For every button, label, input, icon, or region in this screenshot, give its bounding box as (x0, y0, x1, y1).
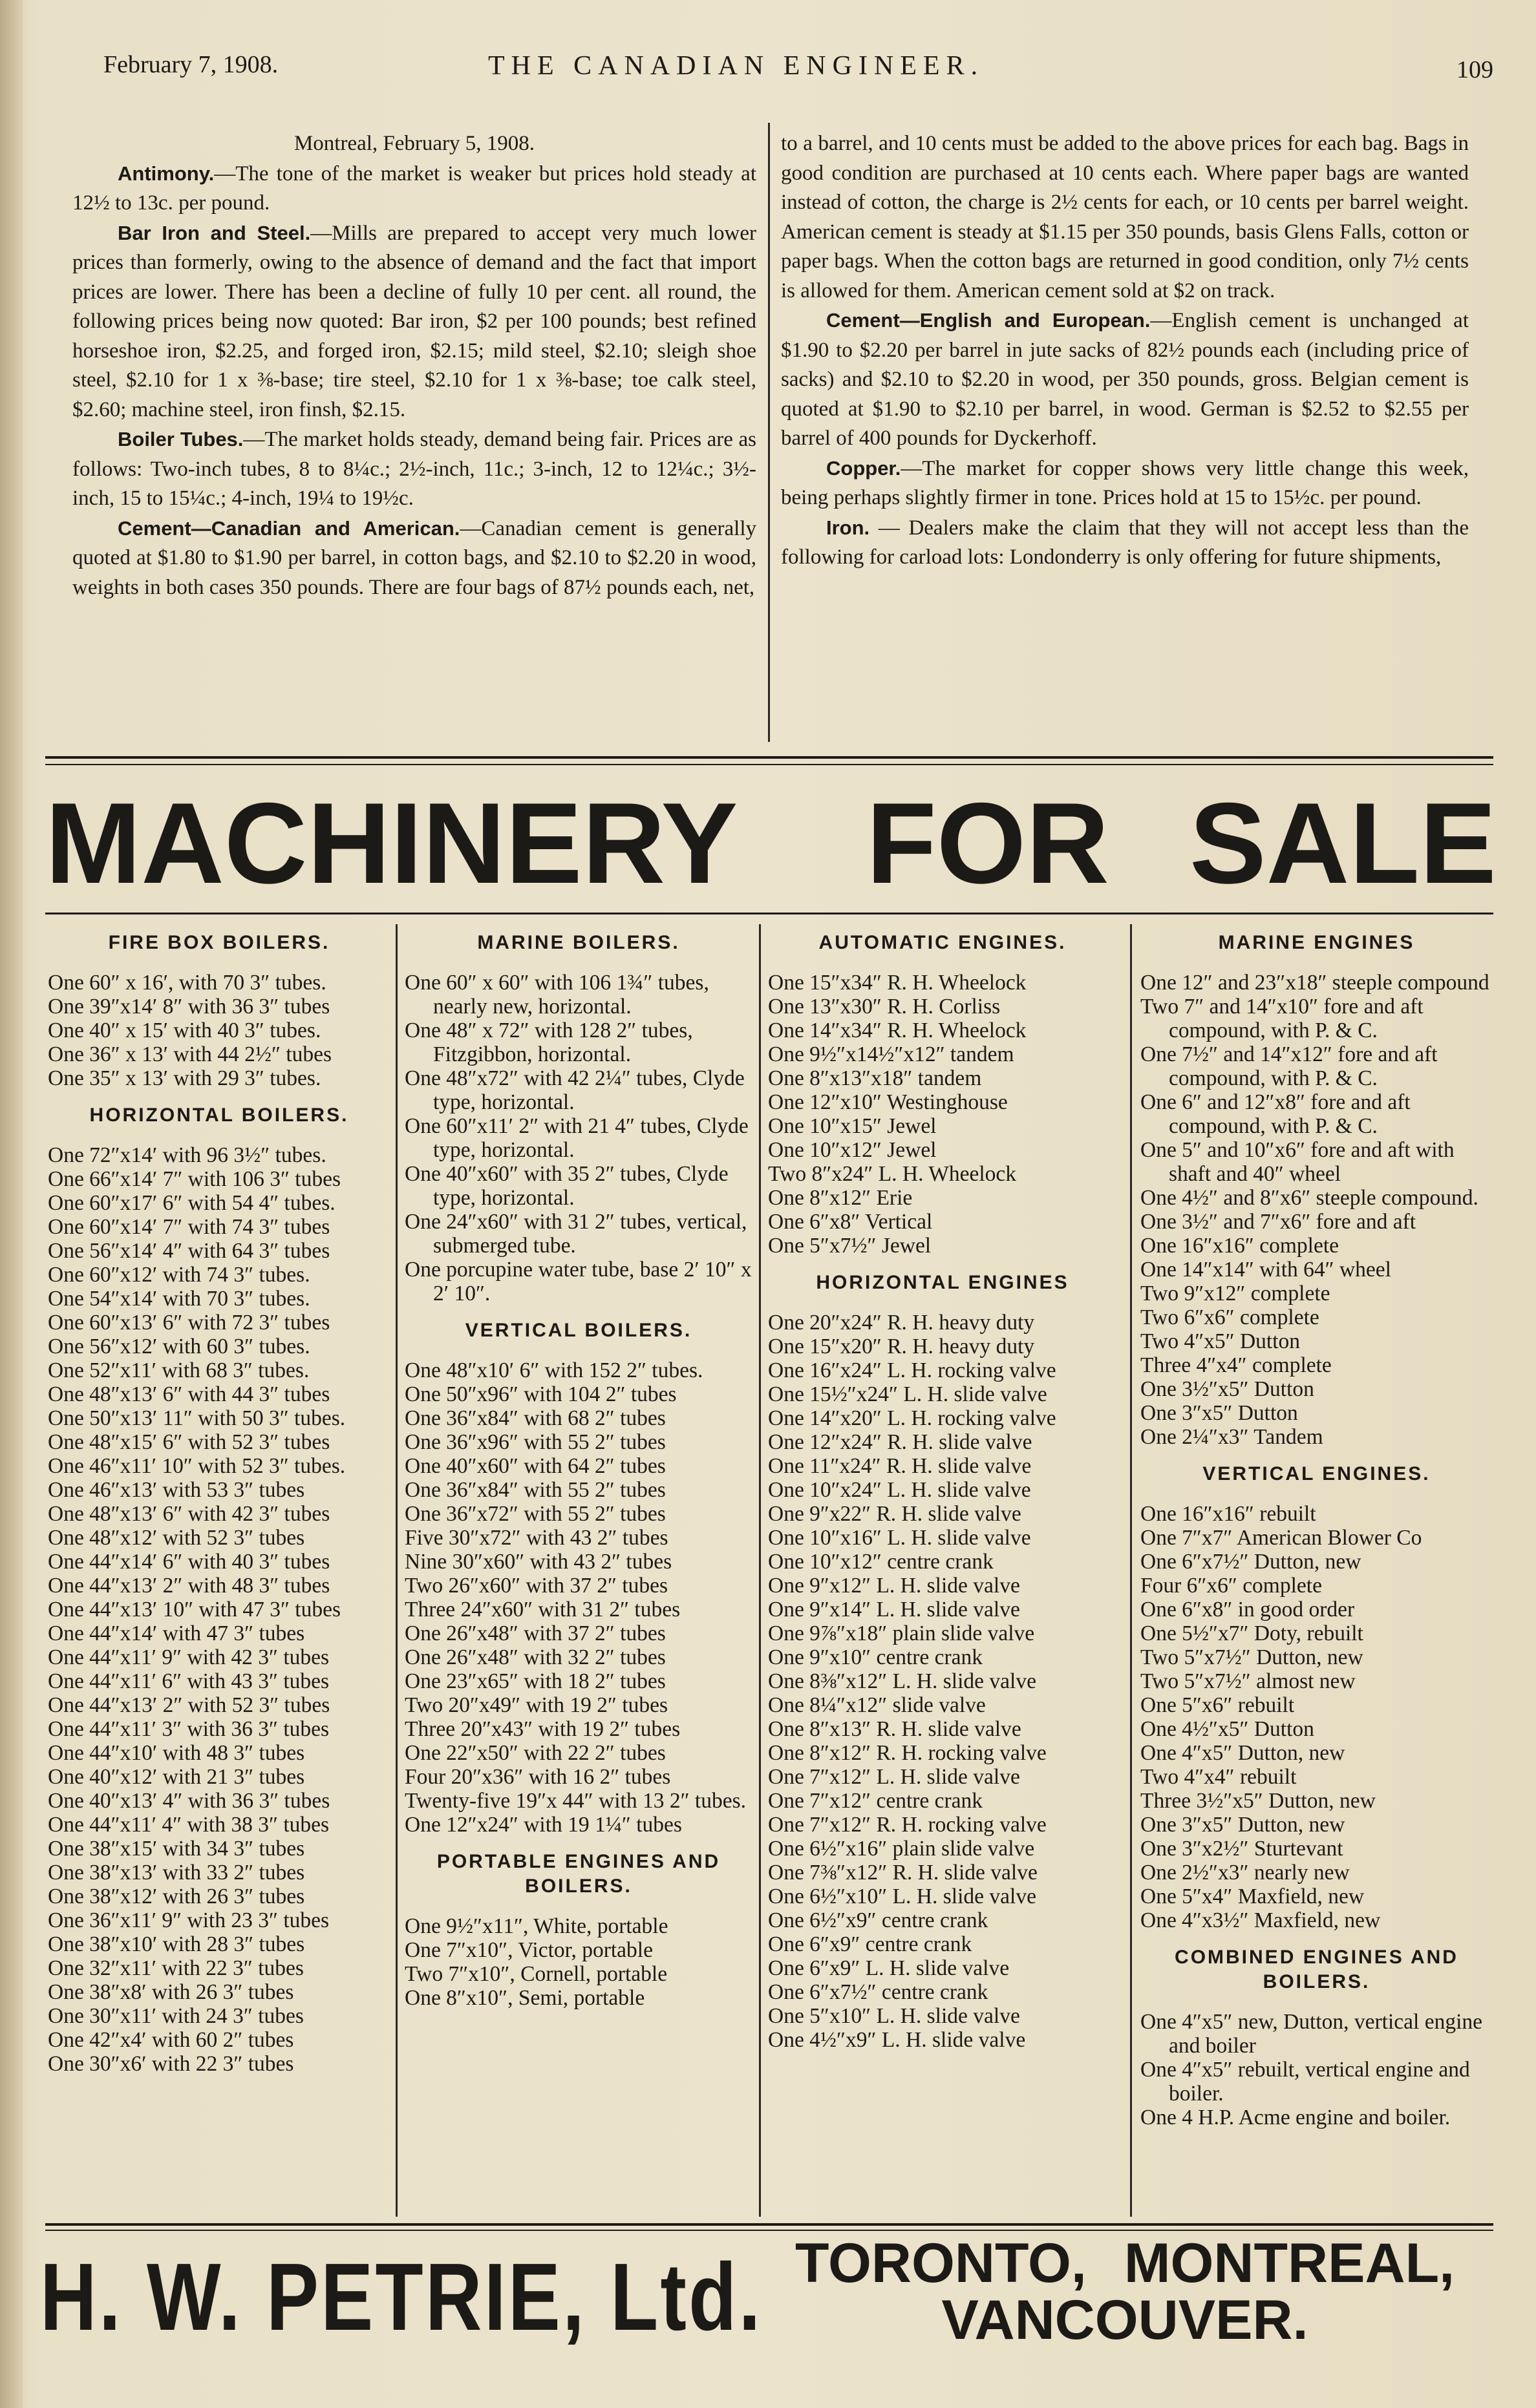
paragraph-text: —English cement is unchanged at $1.90 to $2.20 per barrel in jute sacks of 82½ pounds each (including price of sacks) and $2.10 to $2.20 in wood, per 350 pounds, gross. Belgian cement is quoted at $1.90 to $2.10 per barrel, in wood. German is $2.52 to $2.55 per barrel of 400 pounds for Dyckerhoff. (781, 309, 1469, 450)
listing-item: One 30″x6′ with 22 3″ tubes (48, 2052, 294, 2076)
listing-item: One 8″x12″ Erie (768, 1186, 913, 1210)
listing-item: One 7½″ and 14″x12″ fore and aft compound, with P. & C. (1140, 1042, 1438, 1090)
listing-item: One 38″x10′ with 28 3″ tubes (48, 1932, 305, 1956)
listing-item: One 7″x12″ R. H. rocking valve (768, 1813, 1047, 1837)
paragraph-heading: Antimony. (118, 162, 215, 185)
listing-item: Two 4″x4″ rebuilt (1140, 1765, 1297, 1789)
listing-item: One 3″x5″ Dutton (1140, 1401, 1298, 1425)
company-cities (782, 2232, 1467, 2351)
listing-item: One 40″x60″ with 35 2″ tubes, Clyde type, horizontal. (405, 1162, 729, 1210)
listing-item: One 15½″x24″ L. H. slide valve (768, 1382, 1047, 1406)
listing-item: One 9½″x11″, White, portable (405, 1914, 668, 1938)
listing-item: One 13″x30″ R. H. Corliss (768, 995, 1001, 1019)
listing-item: Two 8″x24″ L. H. Wheelock (768, 1162, 1017, 1186)
listing-item: One 48″x10′ 6″ with 152 2″ tubes. (405, 1358, 703, 1382)
paragraph-heading: Boiler Tubes. (118, 428, 244, 450)
listing-item: One 23″x65″ with 18 2″ tubes (405, 1669, 666, 1693)
listing-item: One 46″x11′ 10″ with 52 3″ tubes. (48, 1454, 346, 1478)
listing-item: One 36″x96″ with 55 2″ tubes (405, 1430, 666, 1454)
listing-item: One 44″x11′ 9″ with 42 3″ tubes (48, 1645, 330, 1669)
listing-item: One 24″x60″ with 31 2″ tubes, vertical, submerged tube. (405, 1210, 747, 1258)
section-heading: HORIZONTAL BOILERS. (89, 1104, 349, 1126)
listing-item: One 4″x5″ new, Dutton, vertical engine and boiler (1140, 2010, 1483, 2058)
listing-item: One 14″x20″ L. H. rocking valve (768, 1406, 1056, 1430)
listing-item: One 56″x12′ with 60 3″ tubes. (48, 1335, 310, 1358)
listing-item: One 8″x10″, Semi, portable (405, 1986, 645, 2010)
section-heading: VERTICAL ENGINES. (1202, 1463, 1431, 1484)
listing-item: One 2¼″x3″ Tandem (1140, 1425, 1323, 1449)
listing-item: One 7″x12″ L. H. slide valve (768, 1765, 1020, 1789)
advert-title (45, 779, 1500, 907)
listing-item: Two 7″x10″, Cornell, portable (405, 1962, 668, 1986)
listing-item: One 4½″x9″ L. H. slide valve (768, 2028, 1026, 2052)
cities-line-1 (782, 2232, 1467, 2294)
issue-date: February 7, 1908. (103, 51, 279, 78)
listing-item: One 4″x3½″ Maxfield, new (1140, 1908, 1381, 1932)
listing-item: One 46″x13′ with 53 3″ tubes (48, 1478, 305, 1502)
article-right-column (781, 129, 1469, 573)
listing-item: One 14″x34″ R. H. Wheelock (768, 1019, 1027, 1042)
advert-title-rule (45, 913, 1493, 914)
listing-item: One 9⅞″x18″ plain slide valve (768, 1621, 1035, 1645)
listing-item: One 38″x12′ with 26 3″ tubes (48, 1885, 305, 1908)
listing-item: One 36″x72″ with 55 2″ tubes (405, 1502, 666, 1526)
listing-item: One 60″x11′ 2″ with 21 4″ tubes, Clyde type, horizontal. (405, 1114, 749, 1162)
listing-divider (759, 924, 761, 2217)
section-heading: MARINE ENGINES (1218, 932, 1415, 953)
listing-item: One 9½″x14½″x12″ tandem (768, 1042, 1014, 1066)
listing-item: One 40″x12′ with 21 3″ tubes (48, 1765, 305, 1789)
paragraph-heading: Copper. (826, 456, 901, 480)
listing-item: One 44″x13′ 2″ with 48 3″ tubes (48, 1574, 330, 1598)
paragraph-heading: Cement—English and European. (826, 309, 1151, 332)
listing-column-3 (768, 931, 1117, 2217)
listing-item: One 6½″x10″ L. H. slide valve (768, 1885, 1036, 1908)
listing-item: Two 5″x7½″ Dutton, new (1140, 1645, 1363, 1669)
listing-item: One 9″x12″ L. H. slide valve (768, 1574, 1020, 1598)
listing-item: One 4½″x5″ Dutton (1140, 1717, 1314, 1741)
listing-item: One 10″x16″ L. H. slide valve (768, 1526, 1031, 1550)
article-paragraph (72, 425, 756, 514)
listing-column-2 (405, 931, 752, 2217)
listing-item: One 72″x14′ with 96 3½″ tubes. (48, 1143, 326, 1167)
article-paragraph (781, 129, 1469, 306)
article-paragraph (72, 218, 756, 425)
listing-item: One 52″x11′ with 68 3″ tubes. (48, 1358, 310, 1382)
listing-item: One 12″x24″ R. H. slide valve (768, 1430, 1032, 1454)
section-heading: MARINE BOILERS. (477, 932, 680, 953)
section-heading: FIRE BOX BOILERS. (108, 932, 330, 953)
listing-item: One 9″x22″ R. H. slide valve (768, 1502, 1021, 1526)
page-number: 109 (1456, 56, 1493, 83)
page-header (103, 50, 1493, 96)
listing-item: One 44″x10′ with 48 3″ tubes (48, 1741, 305, 1765)
listing-item: One 44″x14′ 6″ with 40 3″ tubes (48, 1550, 330, 1574)
section-heading: VERTICAL BOILERS. (465, 1320, 692, 1341)
city-vancouver: VANCOUVER. (941, 2289, 1308, 2351)
paragraph-text: —The market holds steady, demand being fair. Prices are as follows: Two-inch tubes, 8 to 8¼c.; 2½-inch, 11c.; 3-inch, 12 to 12¼c.; 3½-inch, 15 to 15¼c.; 4-inch, 19¼ to 19½c. (72, 428, 756, 510)
listing-item: One 26″x48″ with 32 2″ tubes (405, 1645, 666, 1669)
advert-top-rule-thin (45, 764, 1493, 765)
listing-item: One 48″x72″ with 42 2¼″ tubes, Clyde type, horizontal. (405, 1066, 745, 1114)
listing-item: One 6″x7½″ centre crank (768, 1980, 988, 2004)
listing-item: One 15″x34″ R. H. Wheelock (768, 971, 1027, 995)
listing-item: Two 7″ and 14″x10″ fore and aft compound, with P. & C. (1140, 995, 1424, 1042)
listing-item: One 35″ x 13′ with 29 3″ tubes. (48, 1066, 321, 1090)
listing-item: One 7⅜″x12″ R. H. slide valve (768, 1861, 1038, 1885)
paragraph-text: — Dealers make the claim that they will not accept less than the following for carload lots: Londonderry is only offering for future shipments, (781, 516, 1469, 569)
listing-item: One 8″x13″x18″ tandem (768, 1066, 982, 1090)
listing-item: One 6″ and 12″x8″ fore and aft compound, with P. & C. (1140, 1090, 1411, 1138)
listing-item: One 22″x50″ with 22 2″ tubes (405, 1741, 666, 1765)
listing-column-1 (48, 931, 390, 2217)
section-heading: AUTOMATIC ENGINES. (818, 932, 1067, 953)
listing-item: One 48″ x 72″ with 128 2″ tubes, Fitzgibbon, horizontal. (405, 1019, 693, 1066)
listing-item: One 6″x9″ centre crank (768, 1932, 972, 1956)
listing-item: One 3″x5″ Dutton, new (1140, 1813, 1345, 1837)
listing-item: One 2½″x3″ nearly new (1140, 1861, 1350, 1885)
listing-item: One 42″x4′ with 60 2″ tubes (48, 2028, 294, 2052)
listing-item: Nine 30″x60″ with 43 2″ tubes (405, 1550, 672, 1574)
listing-item: Two 26″x60″ with 37 2″ tubes (405, 1574, 668, 1598)
listing-item: One 48″x12′ with 52 3″ tubes (48, 1526, 305, 1550)
section-heading: PORTABLE ENGINES AND BOILERS. (436, 1851, 721, 1897)
listing-item: One 16″x16″ rebuilt (1140, 1502, 1316, 1526)
listing-item: One 6½″x9″ centre crank (768, 1908, 988, 1932)
listing-item: One 44″x11′ 4″ with 38 3″ tubes (48, 1813, 330, 1837)
listing-item: One 12″x10″ Westinghouse (768, 1090, 1008, 1114)
paragraph-text: —The market for copper shows very little change this week, being perhaps slightly firmer in tone. Prices hold at 15 to 15½c. per pound. (781, 456, 1469, 509)
listing-item: One 15″x20″ R. H. heavy duty (768, 1335, 1035, 1358)
paragraph-heading: Cement—Canadian and American. (118, 516, 460, 540)
listing-item: One 36″x11′ 9″ with 23 3″ tubes (48, 1908, 330, 1932)
listing-item: One 38″x15′ with 34 3″ tubes (48, 1837, 305, 1861)
listing-item: Three 3½″x5″ Dutton, new (1140, 1789, 1376, 1813)
listing-item: One 3½″x5″ Dutton (1140, 1377, 1314, 1401)
listing-item: One 48″x13′ 6″ with 42 3″ tubes (48, 1502, 330, 1526)
listing-item: One 30″x11′ with 24 3″ tubes (48, 2004, 304, 2028)
listing-item: One 9″x10″ centre crank (768, 1645, 983, 1669)
journal-title: THE CANADIAN ENGINEER. (488, 51, 985, 81)
listing-item: One 6″x9″ L. H. slide valve (768, 1956, 1010, 1980)
listing-item: Two 6″x6″ complete (1140, 1305, 1319, 1329)
listing-item: One 20″x24″ R. H. heavy duty (768, 1311, 1035, 1335)
listing-item: One 11″x24″ R. H. slide valve (768, 1454, 1032, 1478)
dateline: Montreal, February 5, 1908. (293, 132, 535, 155)
listing-item: One 40″x13′ 4″ with 36 3″ tubes (48, 1789, 330, 1813)
listing-item: One 5″x6″ rebuilt (1140, 1693, 1295, 1717)
listing-item: One 6″x8″ Vertical (768, 1210, 933, 1234)
listing-item: One 12″x24″ with 19 1¼″ tubes (405, 1813, 682, 1837)
listing-item: One 50″x96″ with 104 2″ tubes (405, 1382, 677, 1406)
listing-item: One 44″x11′ 3″ with 36 3″ tubes (48, 1717, 330, 1741)
listing-item: One 10″x12″ Jewel (768, 1138, 937, 1162)
listing-item: One 36″x84″ with 68 2″ tubes (405, 1406, 666, 1430)
advert-bottom-rule-thin (45, 2230, 1493, 2231)
advert-bottom-rule (45, 2223, 1493, 2226)
listing-item: One 4½″ and 8″x6″ steeple compound. (1140, 1186, 1478, 1210)
advert-title-word: SALE (1189, 779, 1497, 907)
listing-item: One 5″x4″ Maxfield, new (1140, 1885, 1365, 1908)
listing-item: Three 24″x60″ with 31 2″ tubes (405, 1598, 681, 1621)
city-montreal: MONTREAL, (1124, 2232, 1455, 2294)
listing-divider (396, 924, 398, 2217)
listing-item: Four 20″x36″ with 16 2″ tubes (405, 1765, 671, 1789)
listing-item: One 16″x16″ complete (1140, 1234, 1339, 1258)
listing-item: One 3″x2½″ Sturtevant (1140, 1837, 1343, 1861)
listing-item: One 60″x17′ 6″ with 54 4″ tubes. (48, 1191, 336, 1215)
listing-item: One 5″x7½″ Jewel (768, 1234, 932, 1258)
listing-item: One 56″x14′ 4″ with 64 3″ tubes (48, 1239, 330, 1263)
listing-item: Twenty-five 19″x 44″ with 13 2″ tubes. (405, 1789, 746, 1813)
paragraph-text: —Mills are prepared to accept very much lower prices than formerly, owing to the absence of demand and the fact that import prices are lower. There has been a decline of fully 10 per cent. all round, the following prices being now quoted: Bar iron, $2 per 100 pounds; best refined horseshoe iron, $2.25, and forged iron, $2.15; mild steel, $2.10; sleigh shoe steel, $2.10 for 1 x ⅜-base; tire steel, $2.10 for 1 x ⅜-base; toe calk steel, $2.60; machine steel, iron finsh, $2.15. (72, 221, 756, 421)
listing-item: One 3½″ and 7″x6″ fore and aft (1140, 1210, 1416, 1234)
listing-item: One 5″ and 10″x6″ fore and aft with shaft and 40″ wheel (1140, 1138, 1455, 1186)
paragraph-heading: Bar Iron and Steel. (118, 221, 311, 244)
listing-item: One 7″x10″, Victor, portable (405, 1938, 653, 1962)
listing-item: One 10″x15″ Jewel (768, 1114, 937, 1138)
article-paragraph (781, 306, 1469, 454)
listing-item: One 60″x14′ 7″ with 74 3″ tubes (48, 1215, 330, 1239)
paragraph-text: —The tone of the market is weaker but prices hold steady at 12½ to 13c. per pound. (72, 162, 756, 215)
listing-item: Two 20″x49″ with 19 2″ tubes (405, 1693, 668, 1717)
listing-item: One 40″x60″ with 64 2″ tubes (405, 1454, 666, 1478)
listing-item: One 8⅜″x12″ L. H. slide valve (768, 1669, 1036, 1693)
listing-item: One 4″x5″ rebuilt, vertical engine and boiler. (1140, 2058, 1470, 2106)
listing-item: One 40″ x 15′ with 40 3″ tubes. (48, 1019, 321, 1042)
advert-title-word: FOR (866, 779, 1109, 907)
listing-item: One 48″x15′ 6″ with 52 3″ tubes (48, 1430, 330, 1454)
article-paragraph (781, 513, 1469, 573)
listing-item: One 38″x8′ with 26 3″ tubes (48, 1980, 294, 2004)
listing-item: Three 20″x43″ with 19 2″ tubes (405, 1717, 681, 1741)
section-heading: HORIZONTAL ENGINES (816, 1272, 1069, 1293)
listing-item: One 14″x14″ with 64″ wheel (1140, 1258, 1391, 1282)
listing-item: One porcupine water tube, base 2′ 10″ x 2′ 10″. (405, 1258, 752, 1305)
article-paragraph (72, 514, 756, 603)
paragraph-text: —Canadian cement is generally quoted at $1.80 to $1.90 per barrel, in cotton bags, and $2.10 to $2.20 in wood, weights in both cases 350 pounds. There are four bags of 87½ pounds each, net, (72, 516, 756, 599)
listing-item: One 44″x11′ 6″ with 43 3″ tubes (48, 1669, 330, 1693)
advert-top-rule (45, 756, 1493, 759)
listing-item: One 8¼″x12″ slide valve (768, 1693, 986, 1717)
binding-gutter (0, 0, 23, 2408)
listing-item: One 60″ x 60″ with 106 1¾″ tubes, nearly new, horizontal. (405, 971, 709, 1019)
listing-item: One 36″x84″ with 55 2″ tubes (405, 1478, 666, 1502)
listing-item: Five 30″x72″ with 43 2″ tubes (405, 1526, 668, 1550)
listing-item: One 26″x48″ with 37 2″ tubes (405, 1621, 666, 1645)
listing-item: One 16″x24″ L. H. rocking valve (768, 1358, 1056, 1382)
listing-item: One 44″x13′ 2″ with 52 3″ tubes (48, 1693, 330, 1717)
listing-item: One 66″x14′ 7″ with 106 3″ tubes (48, 1167, 341, 1191)
listing-item: Three 4″x4″ complete (1140, 1353, 1332, 1377)
listing-item: One 54″x14′ with 70 3″ tubes. (48, 1287, 310, 1311)
listing-item: One 4 H.P. Acme engine and boiler. (1140, 2106, 1451, 2129)
listing-item: One 7″x12″ centre crank (768, 1789, 983, 1813)
section-heading: COMBINED ENGINES AND BOILERS. (1175, 1947, 1458, 1992)
listing-divider (1130, 924, 1132, 2217)
listing-item: One 5½″x7″ Doty, rebuilt (1140, 1621, 1363, 1645)
listing-item: One 6″x7½″ Dutton, new (1140, 1550, 1361, 1574)
listing-item: One 44″x13′ 10″ with 47 3″ tubes (48, 1598, 341, 1621)
listing-item: One 9″x14″ L. H. slide valve (768, 1598, 1020, 1621)
listing-item: One 6″x8″ in good order (1140, 1598, 1355, 1621)
article-paragraph (72, 159, 756, 218)
article-paragraph (781, 454, 1469, 513)
listing-item: One 7″x7″ American Blower Co (1140, 1526, 1422, 1550)
paragraph-text: to a barrel, and 10 cents must be added to the above prices for each bag. Bags in good condition are purchased at 10 cents each. Where paper bags are wanted instead of cotton, the charge is 2½ cents for each, or 10 cents per barrel weight. American cement is steady at $1.15 per 350 pounds, basis Glens Falls, cotton or paper bags. When the cotton bags are returned in good condition, only 7½ cents is allowed for them. American cement sold at $2 on track. (781, 132, 1469, 302)
listing-item: One 50″x13′ 11″ with 50 3″ tubes. (48, 1406, 346, 1430)
city-toronto: TORONTO, (795, 2232, 1087, 2294)
listing-item: One 39″x14′ 8″ with 36 3″ tubes (48, 995, 330, 1019)
listing-item: Two 4″x5″ Dutton (1140, 1329, 1301, 1353)
listing-item: One 60″ x 16′, with 70 3″ tubes. (48, 971, 326, 995)
column-divider (768, 123, 770, 742)
listing-item: One 36″ x 13′ with 44 2½″ tubes (48, 1042, 332, 1066)
listing-item: One 60″x12′ with 74 3″ tubes. (48, 1263, 310, 1287)
listing-item: One 8″x12″ R. H. rocking valve (768, 1741, 1047, 1765)
company-name: H. W. PETRIE, Ltd. (40, 2244, 763, 2350)
listing-item: One 38″x13′ with 33 2″ tubes (48, 1861, 305, 1885)
listing-item: One 4″x5″ Dutton, new (1140, 1741, 1345, 1765)
listing-column-4 (1140, 931, 1493, 2217)
advert-title-word: MACHINERY (45, 779, 738, 907)
article-left-column (72, 129, 756, 602)
listing-item: One 12″ and 23″x18″ steeple compound (1140, 971, 1489, 995)
listing-item: One 44″x14′ with 47 3″ tubes (48, 1621, 305, 1645)
listing-item: One 8″x13″ R. H. slide valve (768, 1717, 1021, 1741)
listing-item: One 10″x24″ L. H. slide valve (768, 1478, 1031, 1502)
listing-item: One 5″x10″ L. H. slide valve (768, 2004, 1020, 2028)
listing-item: One 32″x11′ with 22 3″ tubes (48, 1956, 304, 1980)
listing-item: One 60″x13′ 6″ with 72 3″ tubes (48, 1311, 330, 1335)
listing-item: One 10″x12″ centre crank (768, 1550, 994, 1574)
listing-item: One 6½″x16″ plain slide valve (768, 1837, 1035, 1861)
listing-item: Four 6″x6″ complete (1140, 1574, 1322, 1598)
listing-item: Two 9″x12″ complete (1140, 1282, 1330, 1305)
listing-item: One 48″x13′ 6″ with 44 3″ tubes (48, 1382, 330, 1406)
listing-item: Two 5″x7½″ almost new (1140, 1669, 1356, 1693)
paragraph-heading: Iron. (826, 516, 870, 539)
